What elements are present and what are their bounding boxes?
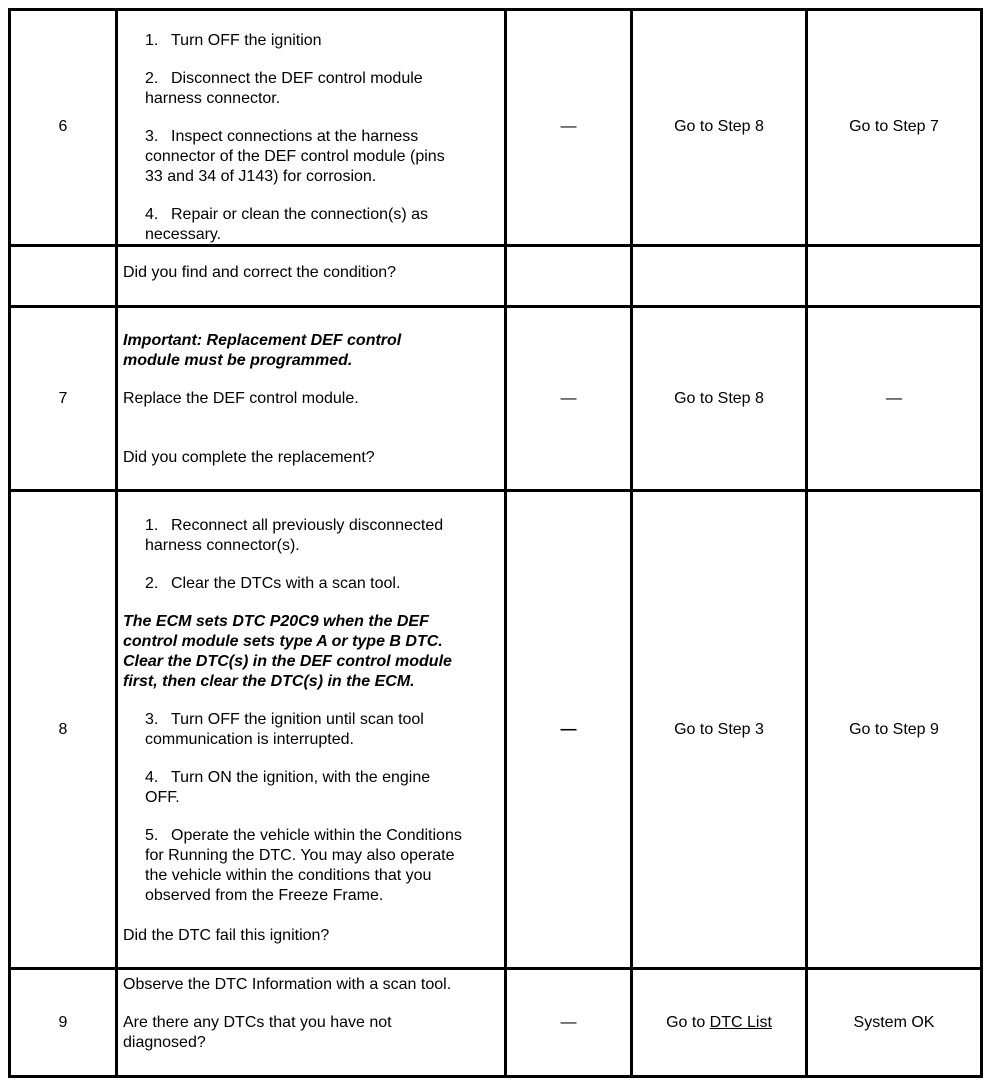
step-8-item-number: 4.: [145, 769, 159, 786]
step-6-item-text: Disconnect the DEF control module: [171, 70, 423, 87]
ecm-note: Clear the DTC(s) in the DEF control module: [123, 653, 452, 670]
step-8-item-text: Clear the DTCs with a scan tool.: [171, 575, 401, 592]
grid-line: [8, 1075, 983, 1078]
step-6-item-text: harness connector.: [145, 90, 281, 107]
ecm-note: The ECM sets DTC P20C9 when the DEF: [123, 613, 429, 630]
step-8-item-text: Turn OFF the ignition until scan tool: [171, 711, 424, 728]
step-8-item-text: Turn ON the ignition, with the engine: [171, 769, 431, 786]
grid-line: [8, 305, 983, 308]
step-6-item-number: 4.: [145, 206, 159, 223]
step-7-question: Did you complete the replacement?: [123, 449, 375, 466]
yes-cell: Go to Step 3: [674, 721, 764, 738]
step-6-item-text: Inspect connections at the harness: [171, 128, 419, 145]
step-8-item-text: Operate the vehicle within the Conditions: [171, 827, 462, 844]
grid-line: [504, 8, 507, 1078]
step-6-question: Did you find and correct the condition?: [123, 264, 397, 281]
step-6-item-number: 3.: [145, 128, 159, 145]
step-number: 6: [58, 118, 68, 135]
no-cell: —: [886, 390, 902, 407]
yes-cell: Go to Step 8: [674, 390, 764, 407]
values-cell: —: [560, 721, 577, 738]
step-8-item-text: communication is interrupted.: [145, 731, 354, 748]
step-6-item-text: Turn OFF the ignition: [171, 32, 322, 49]
values-cell: —: [560, 118, 577, 135]
step-6-item-text: necessary.: [145, 226, 222, 243]
step-number: 9: [58, 1014, 68, 1031]
step-8-item-number: 5.: [145, 827, 159, 844]
step-8-item-number: 1.: [145, 517, 159, 534]
step-8-question: Did the DTC fail this ignition?: [123, 927, 330, 944]
no-cell: System OK: [853, 1014, 935, 1031]
step-7-instruction: Replace the DEF control module.: [123, 390, 359, 407]
step-8-item-text: for Running the DTC. You may also operate: [145, 847, 455, 864]
no-cell: Go to Step 9: [849, 721, 939, 738]
grid-line: [8, 967, 983, 970]
step-8-item-text: OFF.: [145, 789, 180, 806]
step-8-item-number: 2.: [145, 575, 159, 592]
grid-line: [805, 8, 808, 1078]
yes-prefix: Go to: [666, 1014, 710, 1031]
step-number: 7: [58, 390, 68, 407]
grid-line: [8, 8, 983, 11]
dtc-list-link[interactable]: DTC List: [709, 1014, 772, 1031]
grid-line: [115, 8, 118, 1078]
grid-line: [980, 8, 983, 1078]
step-6-item-text: Repair or clean the connection(s) as: [171, 206, 429, 223]
step-9-question: diagnosed?: [123, 1034, 206, 1051]
values-cell: —: [560, 390, 577, 407]
ecm-note: first, then clear the DTC(s) in the ECM.: [123, 673, 415, 690]
step-6-item-number: 2.: [145, 70, 159, 87]
no-cell: Go to Step 7: [849, 118, 939, 135]
important-note: module must be programmed.: [123, 352, 353, 369]
yes-cell: Go to Step 8: [674, 118, 764, 135]
grid-line: [630, 8, 633, 1078]
step-8-item-text: the vehicle within the conditions that you: [145, 867, 432, 884]
step-9-question: Are there any DTCs that you have not: [123, 1014, 392, 1031]
ecm-note: control module sets type A or type B DTC.: [123, 633, 443, 650]
step-6-item-number: 1.: [145, 32, 159, 49]
step-6-item-text: connector of the DEF control module (pins: [145, 148, 445, 165]
step-8-item-number: 3.: [145, 711, 159, 728]
step-6-item-text: 33 and 34 of J143) for corrosion.: [145, 168, 377, 185]
step-8-item-text: harness connector(s).: [145, 537, 300, 554]
step-9-instruction: Observe the DTC Information with a scan tool.: [123, 976, 452, 993]
grid-line: [8, 489, 983, 492]
step-8-item-text: Reconnect all previously disconnected: [171, 517, 444, 534]
important-note: Important: Replacement DEF control: [123, 332, 402, 349]
grid-line: [8, 8, 11, 1078]
values-cell: —: [560, 1014, 577, 1031]
yes-cell: [633, 1013, 805, 1033]
step-8-item-text: observed from the Freeze Frame.: [145, 887, 384, 904]
step-number: 8: [58, 721, 68, 738]
